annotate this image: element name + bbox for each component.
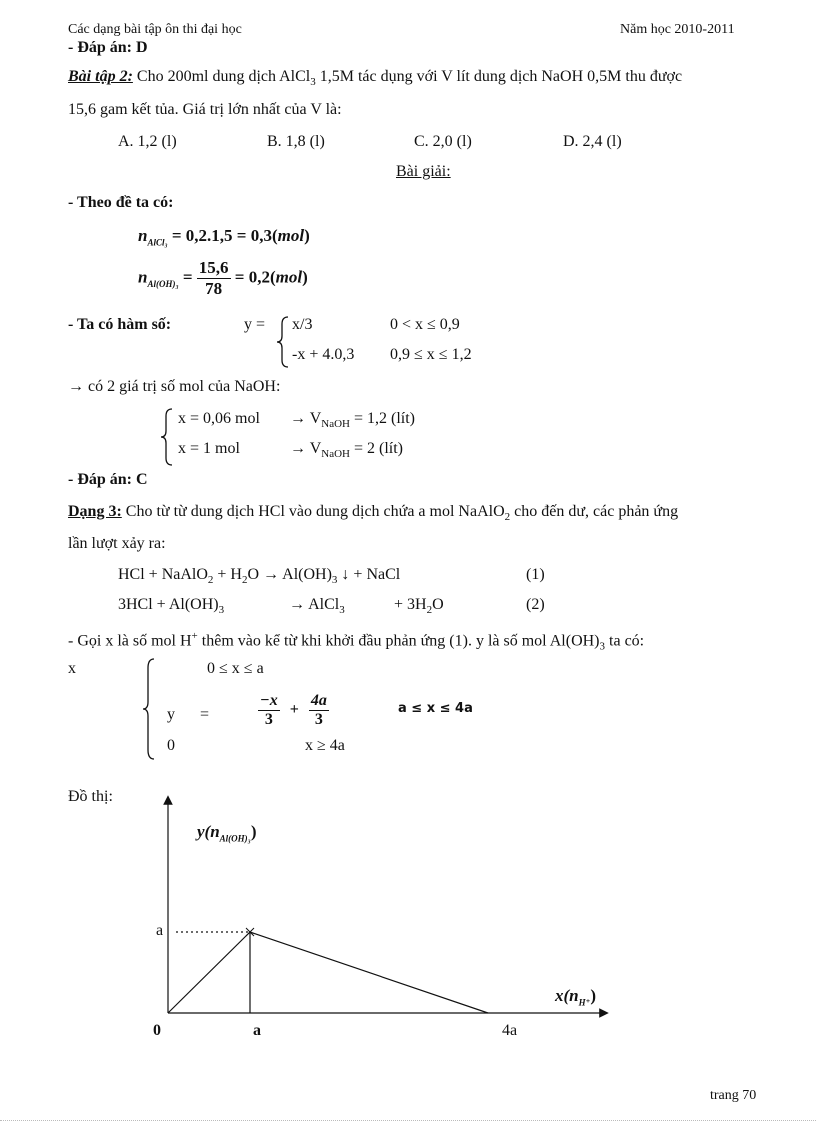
value2-result-pre: → V	[290, 440, 322, 457]
footer-divider	[0, 1120, 816, 1121]
choice-c: C. 2,0 (l)	[414, 133, 472, 150]
r2-a: 3HCl + Al(OH)	[118, 596, 219, 613]
form3-title: Dạng 3:	[68, 503, 122, 520]
problem2-sub1: 3	[310, 76, 316, 89]
eq2-sub: Al(OH)₃	[147, 278, 179, 289]
choice-a: A. 1,2 (l)	[118, 133, 177, 150]
x-axis-label-close: )	[590, 986, 597, 1005]
r2-c: + 3H	[394, 596, 427, 613]
eq2-unit: mol	[275, 267, 303, 287]
eq1-unit: mol	[277, 226, 305, 245]
solution-answer-label: - Đáp án:	[68, 471, 137, 488]
eq2-num: 15,6	[198, 258, 229, 277]
header-right: Năm học 2010-2011	[620, 22, 735, 37]
let-sup: +	[191, 630, 198, 642]
r1-s2: 2	[241, 574, 248, 587]
top-answer-value: D	[136, 39, 148, 56]
tick-origin: 0	[153, 1022, 161, 1039]
value1: x = 0,06 mol	[178, 410, 260, 427]
r2-b: → AlCl	[289, 596, 340, 613]
r2-s3: 2	[426, 604, 433, 617]
page-number: trang 70	[710, 1088, 757, 1103]
pw-den1: 3	[264, 711, 273, 728]
value2-result-sub: NaOH	[321, 448, 350, 461]
eq1-rhs: = 0,2.1,5 = 0,3(	[167, 226, 278, 245]
form3-text-a: Cho từ từ dung dịch HCl vào dung dịch chứa a mol NaAlO	[121, 503, 505, 520]
piecewise-x: x	[68, 660, 76, 677]
eq2-eq: =	[178, 267, 197, 287]
func-case1-cond: 0 < x ≤ 0,9	[390, 316, 460, 333]
r1-s1: 2	[207, 574, 214, 587]
piecewise-case3: x ≥ 4a	[305, 737, 345, 754]
form3-line2: lần lượt xảy ra:	[68, 535, 166, 552]
problem2-title: Bài tập 2:	[68, 68, 133, 85]
piecewise-eq: =	[200, 706, 210, 723]
eq1-close: )	[304, 226, 310, 245]
let-a: - Gọi x là số mol H	[68, 632, 192, 650]
value2: x = 1 mol	[178, 440, 240, 457]
x-axis-label-text: x(n	[555, 986, 579, 1005]
r2-d: O	[432, 596, 444, 613]
two-values-line: → có 2 giá trị số mol của NaOH:	[68, 378, 281, 395]
value1-result-pre: → V	[290, 410, 322, 427]
pw-plus: +	[289, 701, 299, 719]
value1-result-sub: NaOH	[321, 418, 350, 431]
value1-result-post: = 1,2 (lít)	[349, 410, 415, 427]
graph-rising-segment	[168, 932, 250, 1013]
reaction2-number: (2)	[526, 596, 545, 613]
func-case2-expr: -x + 4.0,3	[292, 346, 355, 363]
problem2-line2: 15,6 gam kết tủa. Giá trị lớn nhất của V là:	[68, 101, 342, 118]
reaction1-number: (1)	[526, 566, 545, 583]
tick-4a: 4a	[502, 1022, 518, 1039]
r1-c: O → Al(OH)	[247, 566, 332, 583]
r2-s1: 3	[218, 604, 225, 617]
let-b: thêm vào kể từ khi khởi đầu phản ứng (1). y là số mol Al(OH)	[197, 632, 600, 650]
pw-num1: −x	[260, 692, 278, 709]
choice-d: D. 2,4 (l)	[563, 133, 622, 150]
function-label: - Ta có hàm số:	[68, 316, 172, 333]
solution-heading: Bài giải:	[396, 163, 451, 180]
form3-sub1: 2	[504, 511, 511, 524]
r1-a: HCl + NaAlO	[118, 566, 208, 583]
x-axis-label-sub: H⁺	[578, 997, 591, 1008]
graph-falling-segment	[250, 932, 488, 1013]
piecewise-case2: a ≤ x ≤ 4a	[398, 701, 473, 716]
value2-result-post: = 2 (lít)	[349, 440, 403, 457]
let-c: ta có:	[605, 632, 645, 650]
eq1-var: n	[138, 226, 148, 245]
eq1-sub: AlCl₃	[147, 237, 168, 248]
problem2-text-a: Cho 200ml dung dịch AlCl	[132, 68, 311, 85]
eq2-var: n	[138, 267, 148, 287]
eq2-den: 78	[205, 279, 223, 298]
header-left: Các dạng bài tập ôn thi đại học	[68, 22, 242, 37]
y-axis-label-text: y(n	[197, 822, 220, 841]
pw-num2: 4a	[310, 692, 327, 709]
eq2-close: )	[302, 267, 308, 287]
y-axis-label-close: )	[250, 822, 257, 841]
solution-answer-value: C	[136, 471, 148, 488]
func-case2-cond: 0,9 ≤ x ≤ 1,2	[390, 346, 472, 363]
function-y: y =	[244, 316, 266, 333]
let-sub: 3	[599, 640, 606, 653]
choice-b: B. 1,8 (l)	[267, 133, 325, 150]
solution-intro: - Theo đề ta có:	[68, 194, 174, 211]
piecewise-case1: 0 ≤ x ≤ a	[207, 660, 264, 677]
piecewise-zero: 0	[167, 737, 175, 754]
tick-a-x: a	[253, 1022, 261, 1039]
piecewise-y: y	[167, 706, 175, 723]
form3-text-b: cho đến dư, các phản ứng	[510, 503, 679, 520]
tick-a-y: a	[156, 922, 164, 939]
r1-s3: 3	[331, 574, 338, 587]
r1-b: + H	[213, 566, 242, 583]
problem2-text-b: 1,5M tác dụng với V lít dung dịch NaOH 0,5M thu được	[315, 68, 683, 85]
top-answer-label: - Đáp án:	[68, 39, 137, 56]
func-case1-expr: x/3	[292, 316, 313, 333]
eq2-rhs: = 0,2(	[230, 267, 276, 287]
r1-d: ↓ + NaCl	[337, 566, 401, 583]
pw-den2: 3	[314, 711, 323, 728]
y-axis-label-sub: Al(OH)₃	[219, 833, 251, 844]
r2-s2: 3	[339, 604, 345, 617]
graph-label: Đồ thị:	[68, 788, 113, 805]
